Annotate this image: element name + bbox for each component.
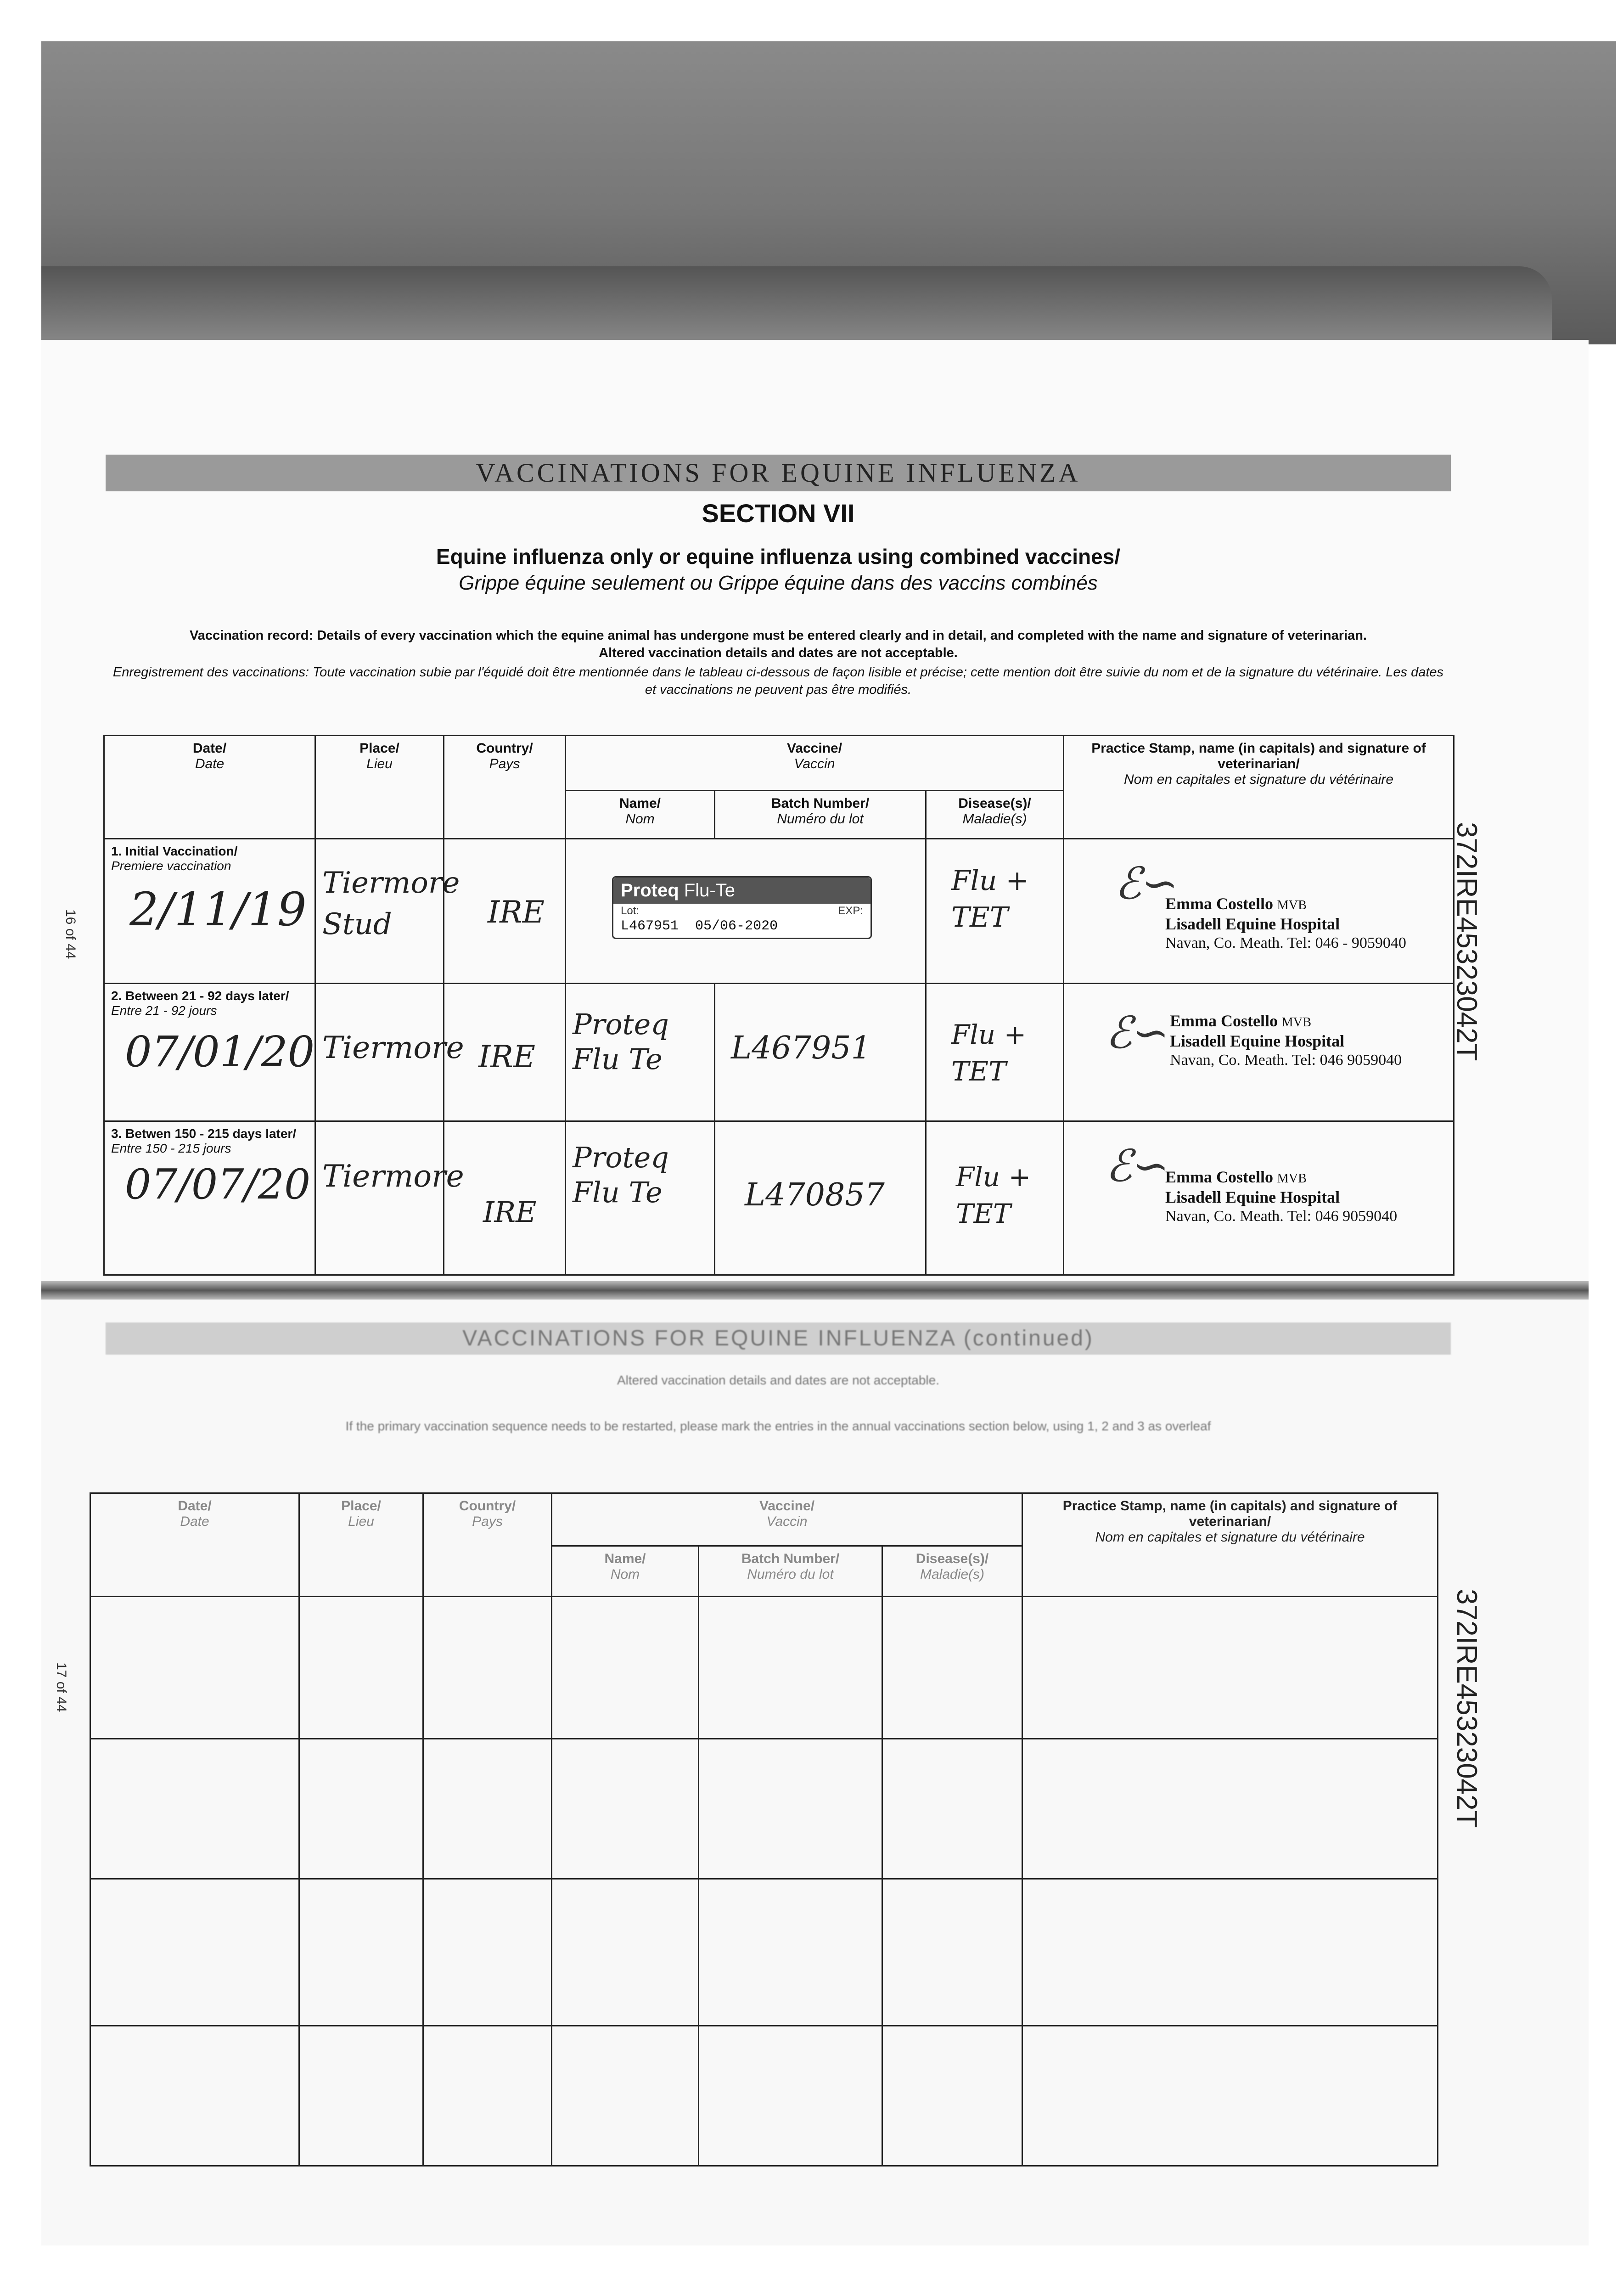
subtitle-en: Equine influenza only or equine influenza using combined vaccines/ [436,545,1121,568]
vet-name: Emma Costello [1170,1012,1278,1030]
vaccination-country: IRE [488,895,545,930]
empty-cell[interactable] [90,1739,299,1879]
vet-signature: ℰ∽ [1106,1140,1169,1192]
row3-country-cell [444,1121,566,1275]
col-disease-header [882,1546,1022,1597]
empty-cell[interactable] [90,2026,299,2166]
empty-cell[interactable] [699,2026,882,2166]
vaccination-date: 2/11/19 [129,883,307,936]
empty-cell[interactable] [299,1739,423,1879]
row1-place-cell [315,839,460,984]
row-label: 3. Betwen 150 - 215 days later/ [111,1126,297,1141]
empty-cell[interactable] [552,1879,699,2026]
col-date-header [90,1493,299,1597]
col-country-header [423,1493,552,1597]
empty-cell[interactable] [299,2026,423,2166]
vaccination-place: Tiermore [322,1159,464,1194]
row-label-fr: Entre 21 - 92 jours [111,1003,217,1018]
row1-date-cell [104,839,315,984]
empty-cell[interactable] [882,1879,1022,2026]
section-title: SECTION VII [702,499,855,528]
col-place-label-fr: Lieu [348,1514,374,1529]
batch-number: L470857 [745,1177,885,1213]
row2-disease-cell [926,984,1064,1121]
row1-country-cell [444,839,566,984]
sticker-lot-label: Lot: [621,905,640,917]
vet-suffix: MVB [1281,1015,1312,1030]
col-place-header [299,1493,423,1597]
row2-name-cell [566,984,715,1121]
row3-batch-cell [715,1121,926,1275]
col-vaccine-header [552,1493,1022,1546]
vet-practice: Lisadell Equine Hospital [1170,1032,1345,1050]
vet-tel: Tel: 046 9059040 [1287,1208,1398,1225]
col-name-header [552,1546,699,1597]
row2-place-cell [315,984,464,1121]
passport-id-lower: 372IRE45323042T [1451,1589,1483,1828]
record-en-line1: Vaccination record: Details of every vaccination which the equine animal has undergone must be entered clearly and in detail, and completed with the name and signature of veterinarian. [190,628,1367,643]
table-row [90,2026,1438,2166]
col-disease-header [926,791,1064,839]
vaccination-date: 07/01/20 [125,1027,315,1076]
subtitle-fr: Grippe équine seulement ou Grippe équine dans des vaccins combinés [459,572,1098,594]
col-disease-label: Disease(s)/ [915,1551,989,1566]
empty-cell[interactable] [299,1597,423,1739]
col-name-label: Name/ [619,796,661,811]
empty-cell[interactable] [552,2026,699,2166]
sticker-product: Flu-Te [684,880,735,900]
col-batch-label-fr: Numéro du lot [777,811,864,827]
empty-cell[interactable] [423,1597,552,1739]
row1-disease-cell [926,839,1064,984]
vet-stamp [1165,895,1406,952]
col-name-label-fr: Nom [625,811,655,827]
empty-cell[interactable] [423,1879,552,2026]
col-stamp-label: Practice Stamp, name (in capitals) and signature of veterinarian/ [1062,1498,1398,1529]
row2-stamp-cell [1064,984,1454,1121]
col-place-label: Place/ [341,1498,381,1514]
batch-number: L467951 [731,1030,871,1066]
page-fold [41,1281,1589,1300]
vet-signature: ℰ∽ [1115,858,1179,909]
passport-id-upper: 372IRE45323042T [1451,822,1483,1061]
vet-tel: Tel: 046 - 9059040 [1287,934,1406,951]
table-row [90,1597,1438,1739]
record-instructions-en [110,627,1446,662]
empty-cell[interactable] [1022,1597,1438,1739]
empty-cell[interactable] [1022,1879,1438,2026]
vet-name: Emma Costello [1165,895,1273,913]
page-number-lower: 17 of 44 [54,1662,69,1712]
page-number-upper: 16 of 44 [63,909,78,959]
col-country-label-fr: Pays [472,1514,503,1529]
row3-disease-cell [926,1121,1064,1275]
empty-cell[interactable] [423,2026,552,2166]
col-name-header [566,791,715,839]
col-batch-label: Batch Number/ [771,796,870,811]
col-place-label-fr: Lieu [366,756,393,771]
vaccination-disease: Flu + TET [956,1161,1031,1229]
empty-cell[interactable] [699,1879,882,2026]
vaccine-name: Proteq Flu Te [573,1007,669,1076]
vaccine-sticker [612,876,872,939]
vet-suffix: MVB [1277,1171,1307,1186]
vaccination-disease: Flu + TET [951,865,1029,934]
empty-cell[interactable] [90,1879,299,2026]
col-batch-header [715,791,926,839]
col-disease-label-fr: Maladie(s) [962,811,1027,827]
row3-name-cell [566,1121,715,1275]
col-name-label-fr: Nom [610,1567,640,1582]
empty-cell[interactable] [1022,2026,1438,2166]
sticker-lot: L467951 [621,918,679,934]
sticker-exp: 05/06-2020 [695,918,778,934]
row2-date-cell [104,984,315,1121]
table-row [104,1121,1454,1275]
col-stamp-header [1064,736,1454,839]
col-vaccine-header [566,736,1064,791]
empty-cell[interactable] [552,1739,699,1879]
col-country-header [444,736,566,839]
vaccination-place: Tiermore Stud [322,866,460,941]
table-row [104,984,1454,1121]
col-stamp-label-fr: Nom en capitales et signature du vétérinaire [1095,1530,1365,1545]
col-batch-label: Batch Number/ [741,1551,840,1566]
vet-practice: Lisadell Equine Hospital [1165,1188,1340,1206]
row1-vaccine-sticker-cell [566,839,926,984]
col-batch-label-fr: Numéro du lot [747,1567,834,1582]
vaccination-country: IRE [478,1039,535,1075]
empty-cell[interactable] [699,1597,882,1739]
vaccination-table [103,735,1455,1276]
vet-address: Navan, Co. Meath. [1165,934,1284,951]
vaccine-name: Proteq Flu Te [573,1141,669,1209]
table-row [104,839,1454,984]
page-edge-shadow [41,266,1552,344]
col-vaccine-label-fr: Vaccin [766,1514,808,1529]
row2-batch-cell [715,984,926,1121]
row-label-fr: Entre 150 - 215 jours [111,1141,231,1155]
record-en-line2: Altered vaccination details and dates are not acceptable. [599,646,958,660]
table-row [90,1739,1438,1879]
vaccination-date: 07/07/20 [125,1160,311,1209]
empty-cell[interactable] [699,1739,882,1879]
vet-address: Navan, Co. Meath. [1165,1208,1284,1225]
sticker-exp-label: EXP: [838,905,863,917]
col-date-header [104,736,315,839]
col-vaccine-label: Vaccine/ [786,741,842,756]
col-stamp-header [1022,1493,1438,1597]
vet-tel: Tel: 046 9059040 [1292,1052,1402,1069]
ghost-text-2: If the primary vaccination sequence needs to be restarted, please mark the entries in the annual vaccinations section below, using 1, 2 and 3 as overleaf [345,1419,1211,1433]
empty-cell[interactable] [423,1739,552,1879]
col-disease-label: Disease(s)/ [958,796,1031,811]
ghost-banner: VACCINATIONS FOR EQUINE INFLUENZA (continued) [106,1322,1451,1355]
col-stamp-label: Practice Stamp, name (in capitals) and signature of veterinarian/ [1091,741,1426,771]
col-vaccine-label-fr: Vaccin [794,756,835,771]
empty-cell[interactable] [882,1597,1022,1739]
table-row [90,1879,1438,2026]
col-country-label-fr: Pays [489,756,520,771]
col-country-label: Country/ [459,1498,516,1514]
empty-cell[interactable] [1022,1739,1438,1879]
ghost-text-1: Altered vaccination details and dates are not acceptable. [617,1373,939,1387]
empty-cell[interactable] [90,1597,299,1739]
col-vaccine-label: Vaccine/ [759,1498,815,1514]
row-label: 2. Between 21 - 92 days later/ [111,989,289,1003]
vet-name: Emma Costello [1165,1168,1273,1186]
vaccination-country: IRE [483,1195,537,1229]
empty-cell[interactable] [299,1879,423,2026]
col-disease-label-fr: Maladie(s) [920,1567,985,1582]
row3-date-cell [104,1121,315,1275]
col-date-label: Date/ [192,741,227,756]
vaccination-table-continued [90,1492,1438,2167]
sticker-brand: Proteq [621,880,679,900]
row3-place-cell [315,1121,464,1275]
row1-stamp-cell [1064,839,1454,984]
col-date-label-fr: Date [195,756,225,771]
col-date-label: Date/ [178,1498,212,1514]
vet-stamp [1170,1012,1402,1069]
banner-title: VACCINATIONS FOR EQUINE INFLUENZA [106,455,1451,491]
row3-stamp-cell [1064,1121,1454,1275]
col-stamp-label-fr: Nom en capitales et signature du vétérinaire [1124,772,1394,787]
empty-cell[interactable] [882,2026,1022,2166]
vet-signature: ℰ∽ [1106,1007,1169,1058]
vet-stamp [1165,1168,1397,1226]
vaccination-place: Tiermore [322,1030,464,1065]
row-label-fr: Premiere vaccination [111,859,231,873]
col-date-label-fr: Date [180,1514,209,1529]
vet-practice: Lisadell Equine Hospital [1165,915,1340,933]
vet-suffix: MVB [1277,898,1307,912]
col-country-label: Country/ [476,741,533,756]
row-label: 1. Initial Vaccination/ [111,844,238,858]
empty-cell[interactable] [882,1739,1022,1879]
vet-address: Navan, Co. Meath. [1170,1052,1288,1069]
empty-cell[interactable] [552,1597,699,1739]
vaccination-disease: Flu + TET [951,1019,1027,1087]
col-name-label: Name/ [604,1551,646,1566]
col-batch-header [699,1546,882,1597]
col-place-label: Place/ [359,741,399,756]
col-place-header [315,736,444,839]
record-instructions-fr: Enregistrement des vaccinations: Toute vaccination subie par l'équidé doit être mentionnée dans le tableau ci-dessous de façon lisible et précise; cette mention doit être suivie du nom et de la signature du vétérinaire. Les dates et vaccinations ne peuvent pas être modifiés. [112,665,1444,697]
